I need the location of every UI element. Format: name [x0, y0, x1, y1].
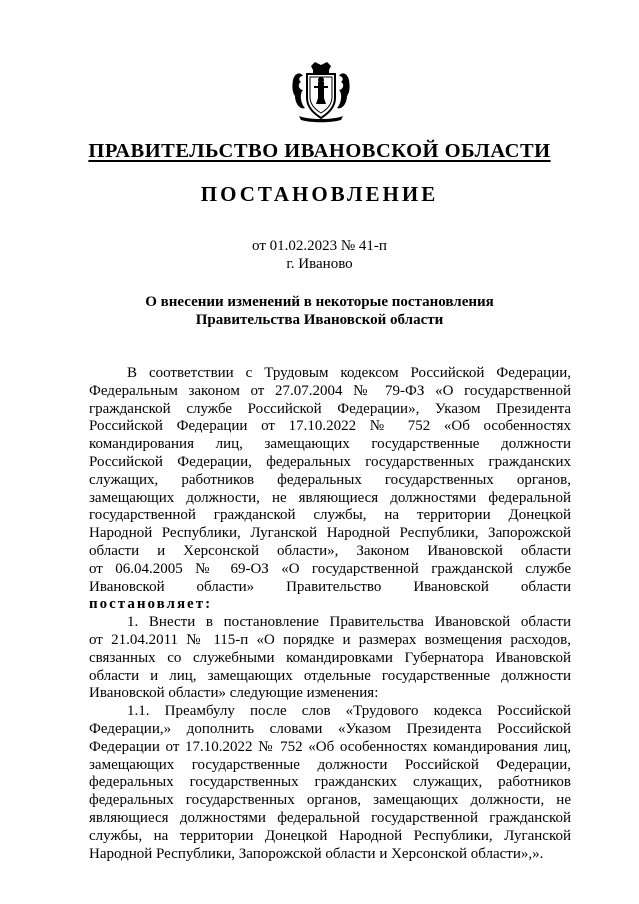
- body-line: гражданской службе Российской Федерации», Указом Президента: [89, 400, 571, 417]
- body-line: от 06.04.2005 № 69-ОЗ «О государственной гражданской службе: [89, 560, 571, 577]
- body-line: командирования лиц, замещающих государственные должности: [89, 436, 571, 453]
- body-line: 1. Внести в постановление Правительства Ивановской области: [127, 614, 571, 631]
- body-line: замещающих должности, не являющиеся должностями федеральной: [89, 489, 571, 506]
- document-subject-line-2: Правительства Ивановской области: [195, 312, 444, 328]
- body-line: Федеральным законом от 27.07.2004 № 79-ФЗ «О государственной: [89, 382, 571, 399]
- document-city: г. Иваново: [286, 256, 353, 272]
- document-date-number: от 01.02.2023 № 41-п: [252, 238, 387, 254]
- document-type-title: ПОСТАНОВЛЕНИЕ: [200, 182, 439, 206]
- body-line: 1.1. Преамбулу после слов «Трудового кодекса Российской: [127, 703, 571, 720]
- body-line: от 21.04.2011 № 115-п «О порядке и размерах возмещения расходов,: [89, 631, 571, 648]
- body-line: являющиеся должностями федеральной государственной гражданской: [89, 809, 571, 826]
- body-line: В соответствии с Трудовым кодексом Российской Федерации,: [127, 365, 571, 381]
- body-line: Федерации,» дополнить словами «Указом Президента Российской: [89, 720, 571, 737]
- document-subject-line-1: О внесении изменений в некоторые постановления: [145, 294, 494, 310]
- body-line: службы, на территории Донецкой Народной Республики, Луганской: [89, 827, 571, 844]
- body-line: государственной гражданской службы, на территории Донецкой: [89, 507, 571, 524]
- body-line: области и Херсонской области», Законом Ивановской области: [89, 542, 571, 559]
- body-line: федеральных государственных гражданских служащих, работников: [89, 774, 571, 791]
- body-line: связанных со служебными командировками Губернатора Ивановской: [89, 649, 571, 666]
- government-title: ПРАВИТЕЛЬСТВО ИВАНОВСКОЙ ОБЛАСТИ: [88, 140, 551, 162]
- body-line: Российской Федерации, федеральных государственных гражданских: [89, 453, 571, 470]
- body-line: области и лиц, замещающих отдельные государственные должности: [89, 667, 571, 684]
- body-line: Российской Федерации от 17.10.2022 № 752 «Об особенностях: [89, 418, 571, 435]
- body-line: замещающих государственные должности Российской Федерации,: [89, 756, 571, 773]
- body-line: Федерации от 17.10.2022 № 752 «Об особенностях командирования лиц,: [89, 738, 571, 755]
- body-line: Народной Республики, Запорожской области и Херсонской области»,».: [89, 845, 544, 862]
- document-body: [89, 365, 571, 863]
- body-line: Ивановской области» Правительство Ивановской области: [89, 578, 571, 595]
- coat-of-arms-icon: [289, 60, 353, 124]
- resolution-keyword: постановляет:: [89, 596, 213, 613]
- body-line: служащих, работников федеральных государственных органов,: [89, 471, 571, 488]
- body-line: Народной Республики, Луганской Народной Республики, Запорожской: [89, 525, 571, 542]
- body-line: Ивановской области» следующие изменения:: [89, 685, 379, 702]
- body-line: федеральных государственных органов, замещающих должности, не: [89, 792, 571, 809]
